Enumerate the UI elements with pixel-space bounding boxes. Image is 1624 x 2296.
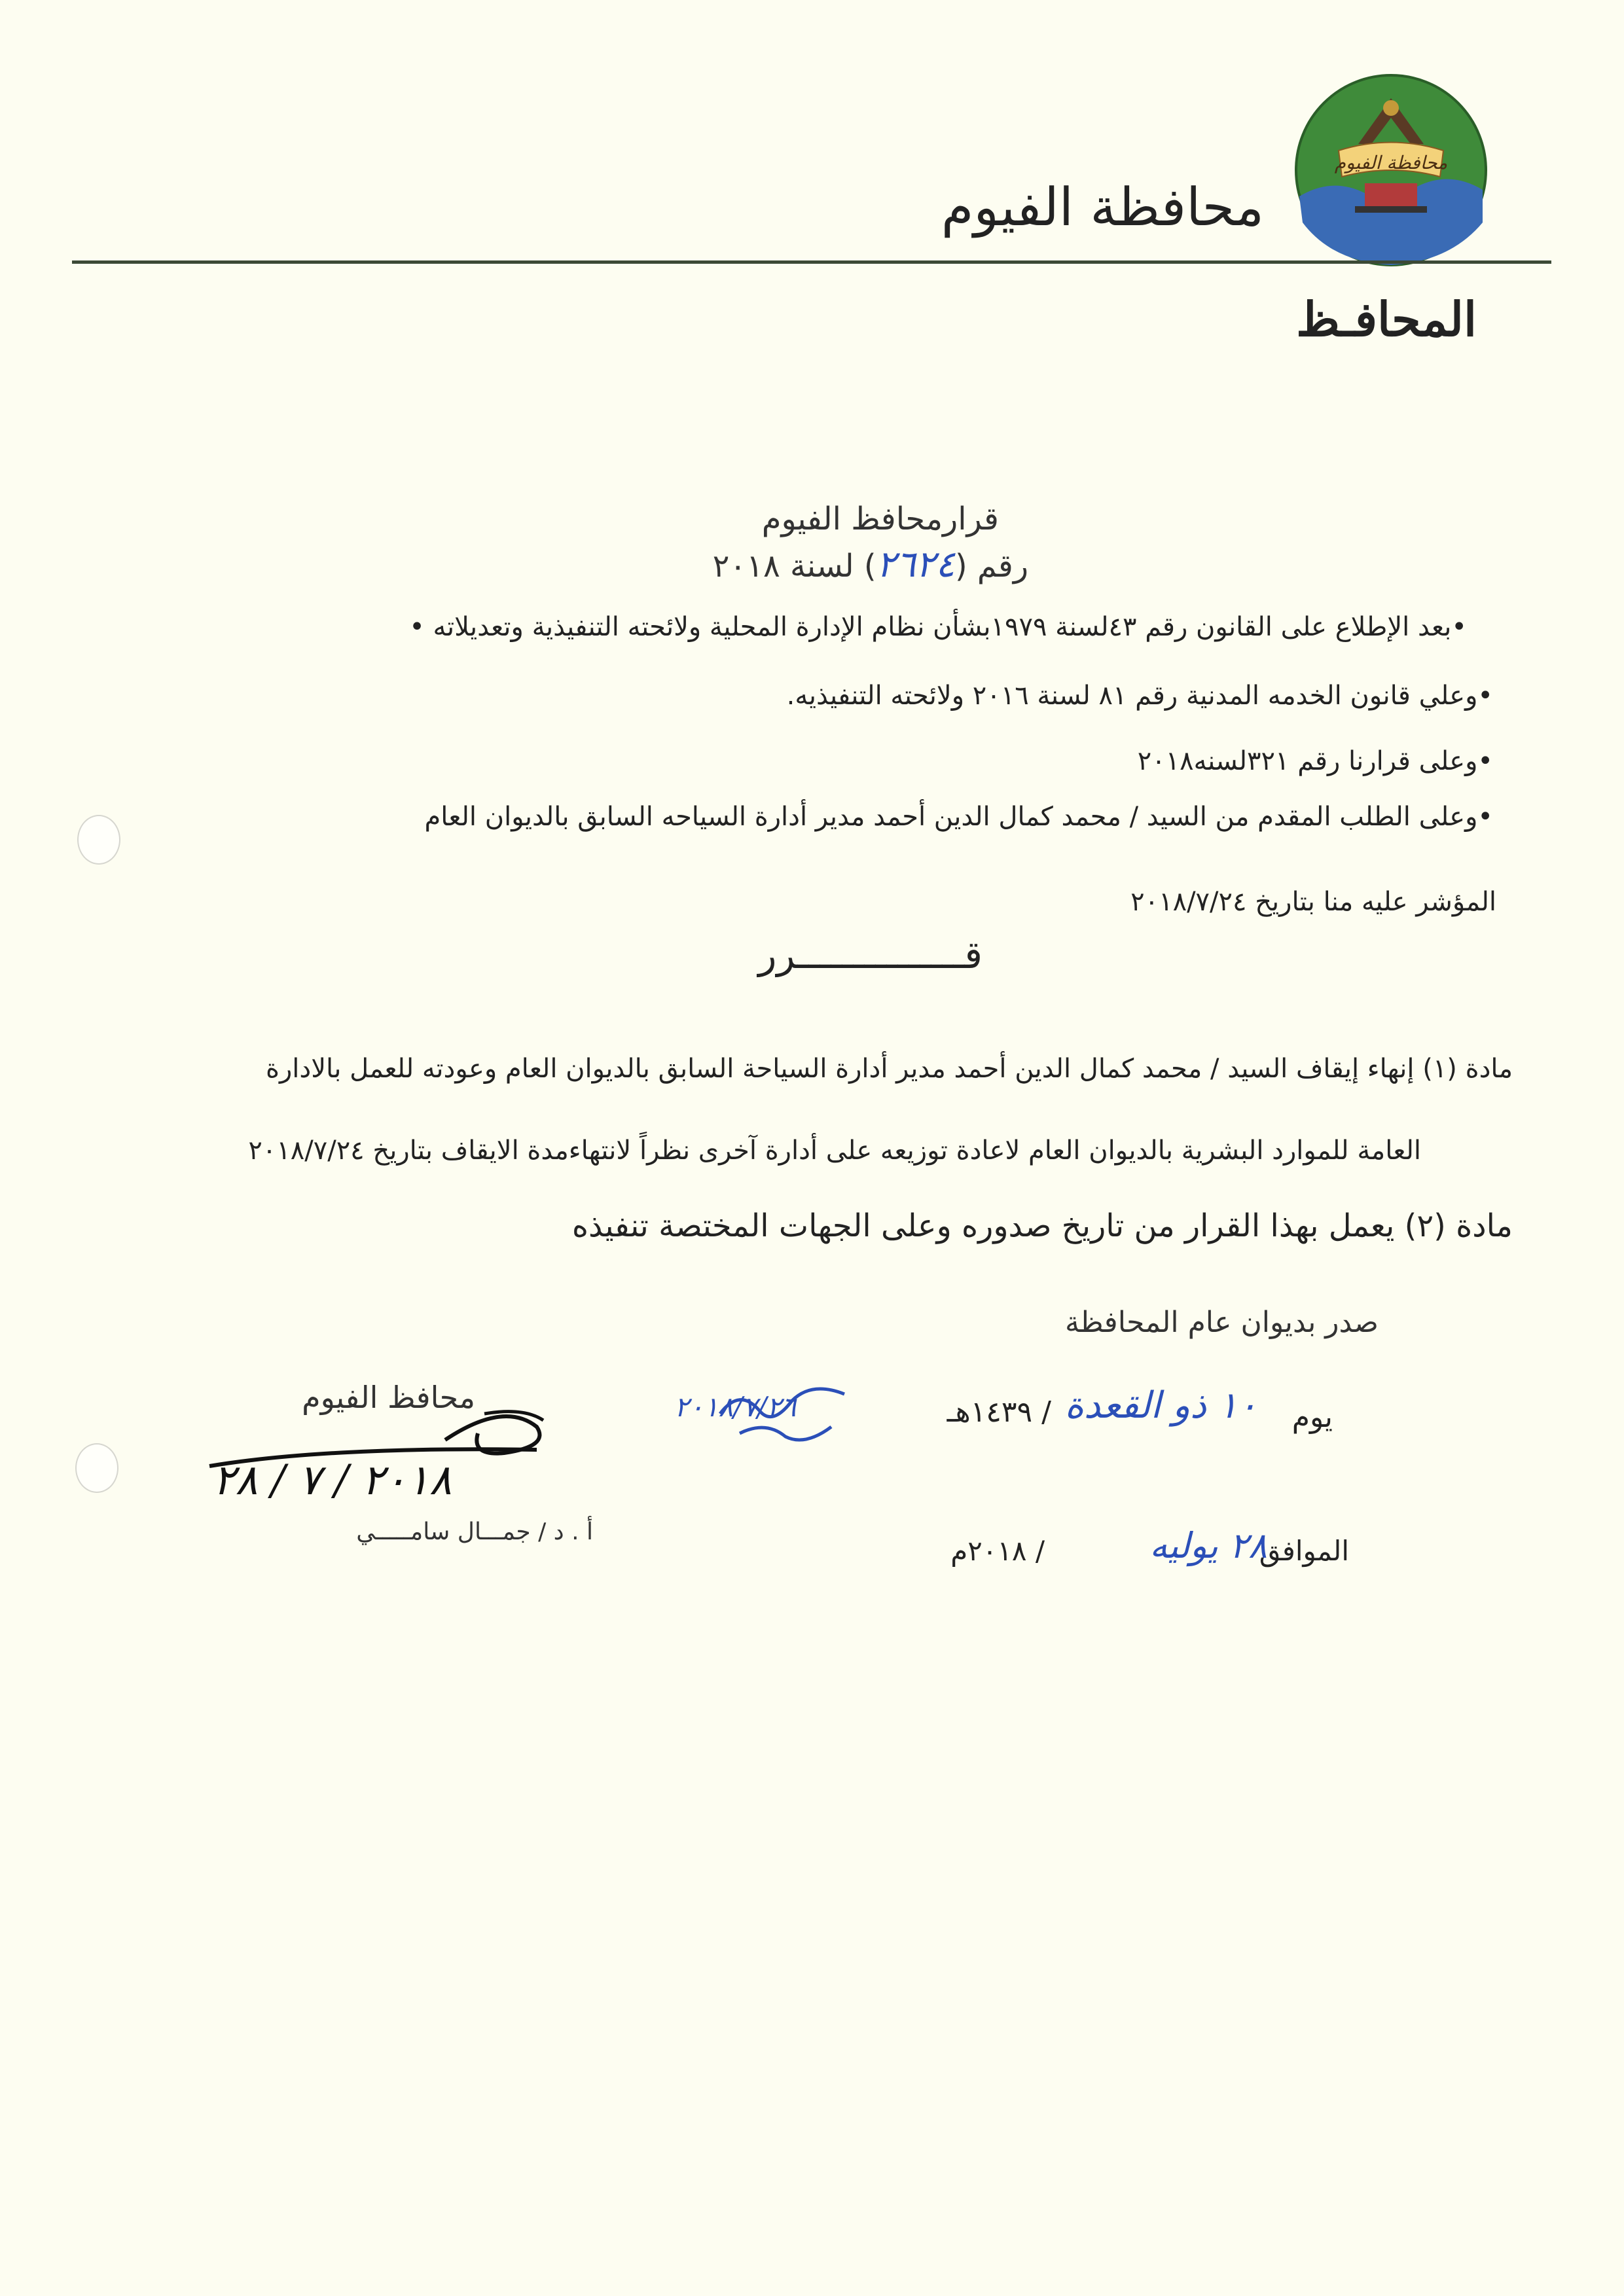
preamble-line: المؤشر عليه منا بتاريخ ٢٠١٨/٧/٢٤ — [1130, 887, 1496, 917]
gregorian-label: الموافق — [1259, 1535, 1349, 1567]
gregorian-date-handwritten: ٢٨ يوليه — [1149, 1525, 1267, 1566]
article-1-continued: العامة للموارد البشرية بالديوان العام لاعادة توزيعه على أدارة آخرى نظراً لانتهاءمدة الايقاف بتاريخ ٢٠١٨/٧/٢٤ — [248, 1136, 1421, 1166]
day-label: يوم — [1291, 1401, 1333, 1434]
number-prefix: رقم ( — [954, 548, 1028, 584]
punch-hole — [75, 1443, 118, 1493]
hijri-year: / ١٤٣٩هـ — [947, 1395, 1051, 1429]
governor-title: المحافـظ — [1296, 291, 1477, 347]
number-handwritten: ٢٦٢٤ — [876, 543, 955, 586]
governor-name: أ . د / جمـــال سامـــــي — [356, 1518, 593, 1545]
svg-text:محافظة الفيوم: محافظة الفيوم — [1334, 152, 1448, 173]
governor-signature-date: ٢٠١٨ / ٧ / ٢٨ — [213, 1456, 452, 1505]
issued-at: صدر بديوان عام المحافظة — [1064, 1306, 1379, 1339]
number-suffix: ) لسنة ٢٠١٨ — [712, 548, 876, 584]
header-divider — [72, 260, 1551, 264]
preamble-line: •بعد الإطلاع على القانون رقم ٤٣لسنة ١٩٧٩بشأن نظام الإدارة المحلية ولائحته التنفيذية وتعديلاته • — [409, 612, 1467, 642]
decision-number — [713, 543, 1028, 586]
fayoum-governorate-logo — [1293, 72, 1489, 268]
governor-signature-title: محافظ الفيوم — [302, 1380, 475, 1415]
preamble-line: •وعلي قانون الخدمه المدنية رقم ٨١ لسنة ٢٠١٦ ولائحته التنفيذيه. — [786, 681, 1493, 711]
hijri-date-handwritten: ١٠ ذو القعدة — [1064, 1384, 1257, 1427]
initial-signature — [713, 1374, 864, 1453]
decision-title: قرارمحافظ الفيوم — [761, 501, 999, 537]
preamble-line: •وعلى الطلب المقدم من السيد / محمد كمال الدين أحمد مدير أدارة السياحه السابق بالديوان العام — [424, 802, 1493, 832]
article-1: مادة (١) إنهاء إيقاف السيد / محمد كمال الدين أحمد مدير أدارة السياحة السابق بالديوان العام وعودته للعمل بالادارة — [266, 1054, 1513, 1084]
decree-heading: قـــــــــــــــرر — [758, 933, 983, 977]
initial-date: ٢٠١٨/٧/٢٦ — [674, 1391, 797, 1423]
preamble-line: •وعلى قرارنا رقم ٣٢١لسنه٢٠١٨ — [1137, 746, 1493, 776]
gregorian-year: / ٢٠١٨م — [950, 1535, 1045, 1567]
governorate-header: محافظة الفيوم — [941, 177, 1264, 238]
article-2: مادة (٢) يعمل بهذا القرار من تاريخ صدوره وعلى الجهات المختصة تنفيذه — [571, 1208, 1513, 1244]
punch-hole — [77, 815, 120, 865]
